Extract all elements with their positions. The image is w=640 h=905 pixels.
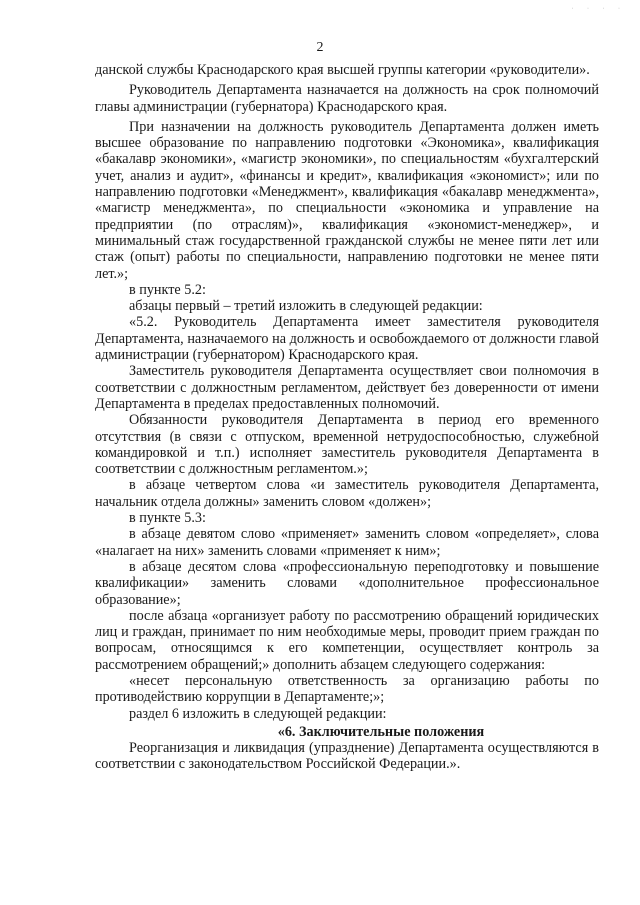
section-6-heading: «6. Заключительные положения: [277, 723, 485, 740]
scan-mark: · · · ·: [571, 6, 626, 12]
paragraph-continuation: данской службы Краснодарского края высшей группы категории «руководители».: [95, 62, 590, 78]
paragraph-section-6: раздел 6 изложить в следующей редакции:: [129, 705, 387, 722]
paragraph-reorganization: Реорганизация и ликвидация (упразднение) Департамента осуществляются в соответствии с законодательством Российской Федерации.».: [95, 740, 599, 773]
paragraph-qualification-requirements: При назначении на должность руководитель Департамента должен иметь высшее образование по направлению подготовки «Экономика», квалификация «бакалавр экономики», «магистр экономики», по специальностям «бухгалтерский учет, анализ и аудит», «финансы и кредит», квалификация «экономист»; или по направлению подготовки «Менеджмент», квалификация «бакалавр менеджмента», «магистр менеджмента», по специальности «экономика и управление на предприятии (по отраслям)», квалификация «экономист-менеджер», и минимальный стаж государственной гражданской службы не менее пяти лет или стаж (опыт) работы по специальности, направлению подготовки не менее пяти лет.»;: [95, 118, 599, 282]
paragraph-5-2-deputy: «5.2. Руководитель Департамента имеет заместителя руководителя Департамента, назначаемого на должность и освобождаемого от должности главой администрации (губернатором) Краснодарского края.: [95, 314, 599, 364]
paragraph-appointment-term: Руководитель Департамента назначается на должность на срок полномочий главы администрации (губернатора) Краснодарского края.: [95, 82, 599, 115]
page-number: 2: [316, 40, 324, 55]
paragraph-deputy-duties: Обязанности руководителя Департамента в период его временного отсутствия (в связи с отпуском, временной нетрудоспособностью, служебной командировкой и т.п.) исполняет заместитель руководителя Департамента в соответствии с должностным регламентом.»;: [95, 412, 599, 478]
paragraph-fourth-abzats: в абзаце четвертом слова «и заместитель руководителя Департамента, начальник отдела должны» заменить словом «должен»;: [95, 477, 599, 510]
paragraph-after-abzats: после абзаца «организует работу по рассмотрению обращений юридических лиц и граждан, принимает по ним необходимые меры, проводит прием граждан по вопросам, относящимся к его компетенции, осуществляет контроль за рассмотрением обращений;» дополнить абзацем следующего содержания:: [95, 607, 599, 673]
document-body: [95, 62, 599, 773]
paragraph-tenth-abzats: в абзаце десятом слова «профессиональную переподготовку и повышение квалификации» заменить словами «дополнительное профессиональное образование»;: [95, 558, 599, 608]
paragraph-ninth-abzats: в абзаце девятом слово «применяет» заменить словом «определяет», слова «налагает на них» заменить словами «применяет к ним»;: [95, 526, 599, 559]
paragraph-item-5-3: в пункте 5.3:: [129, 510, 206, 527]
paragraph-deputy-powers: Заместитель руководителя Департамента осуществляет свои полномочия в соответствии с должностным регламентом, действует без доверенности от имени Департамента в пределах предоставленных полномочий.: [95, 363, 599, 412]
paragraph-item-5-2: в пункте 5.2:: [129, 281, 206, 298]
paragraph-new-wording: абзацы первый – третий изложить в следующей редакции:: [129, 298, 483, 315]
paragraph-anticorruption: «несет персональную ответственность за организацию работы по противодействию коррупции в Департаменте;»;: [95, 672, 599, 706]
